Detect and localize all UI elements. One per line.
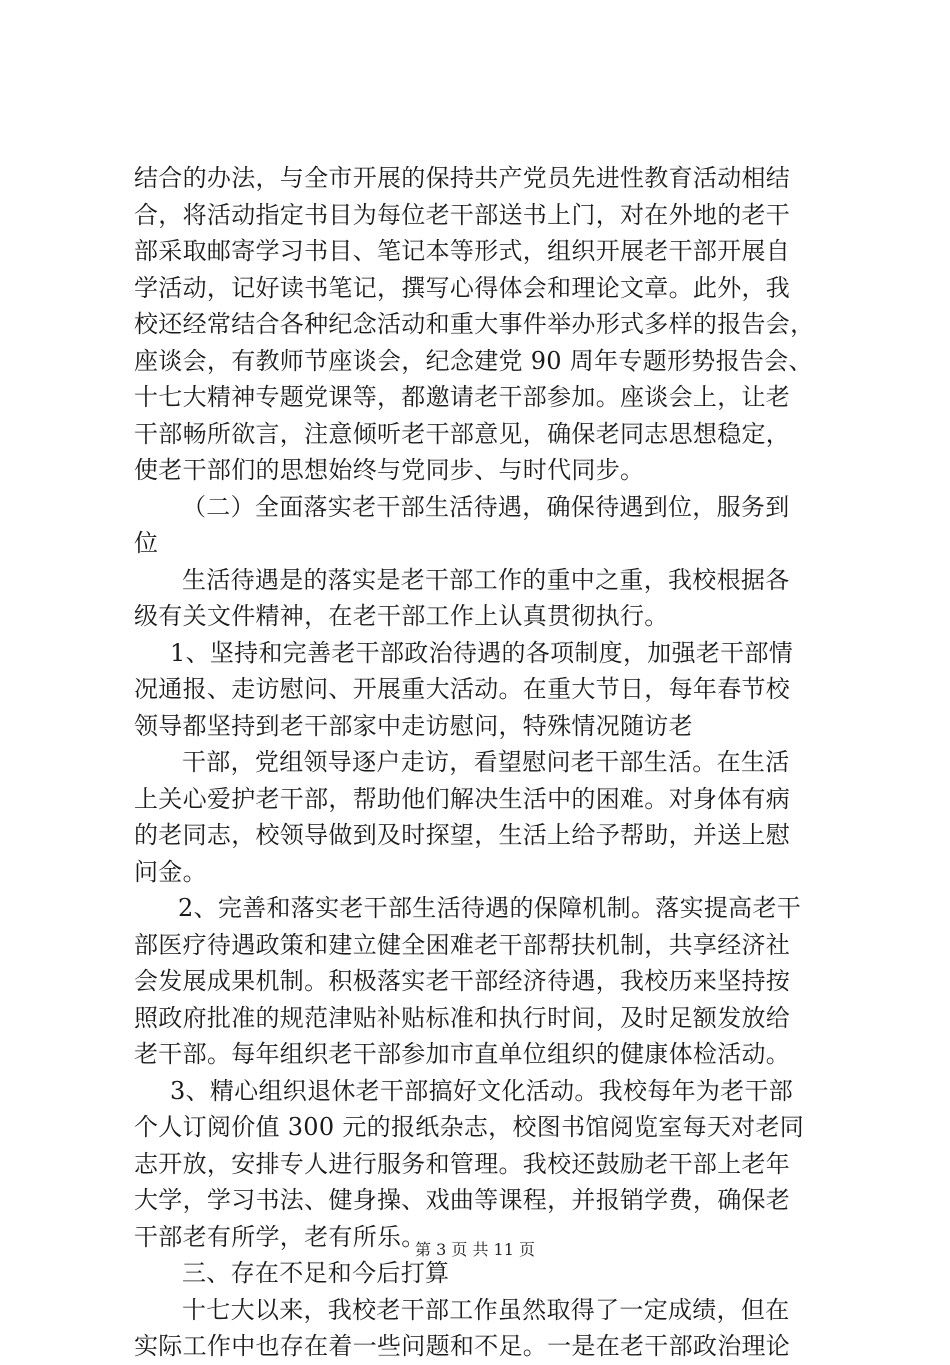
list-item-1-start: 1、坚持和完善老干部政治待遇的各项制度，加强老干部情 xyxy=(170,638,794,667)
list-item-3-start: 3、精心组织退休老干部搞好文化活动。我校每年为老干部 xyxy=(170,1076,794,1105)
text-line: 部医疗待遇政策和建立健全困难老干部帮扶机制，共享经济社 xyxy=(134,930,791,959)
text-line: 志开放，安排专人进行服务和管理。我校还鼓励老干部上老年 xyxy=(134,1149,791,1178)
text-line: 十七大精神专题党课等，都邀请老干部参加。座谈会上，让老 xyxy=(134,383,791,411)
text-line: 级有关文件精神，在老干部工作上认真贯彻执行。 xyxy=(134,602,669,630)
text-line: 部采取邮寄学习书目、笔记本等形式，组织开展老干部开展自 xyxy=(134,237,791,265)
text-line: 座谈会，有教师节座谈会，纪念建党 90 周年专题形势报告会、 xyxy=(134,346,813,375)
text-line: 老干部。每年组织老干部参加市直单位组织的健康体检活动。 xyxy=(134,1040,791,1068)
text-line: 实际工作中也存在着一些问题和不足。一是在老干部政治理论 xyxy=(134,1332,791,1360)
text-line: 上关心爱护老干部，帮助他们解决生活中的困难。对身体有病 xyxy=(134,784,791,813)
text-line: 领导都坚持到老干部家中走访慰问，特殊情况随访老 xyxy=(134,711,693,740)
text-line: 的老同志，校领导做到及时探望，生活上给予帮助，并送上慰 xyxy=(134,821,791,849)
text-line: 大学，学习书法、健身操、戏曲等课程，并报销学费，确保老 xyxy=(134,1186,791,1214)
section-heading: 三、存在不足和今后打算 xyxy=(182,1259,450,1287)
text-line: 干部，党组领导逐户走访，看望慰问老干部生活。在生活 xyxy=(182,748,790,776)
text-line: 况通报、走访慰问、开展重大活动。在重大节日，每年春节校 xyxy=(134,675,791,703)
text-line: 干部畅所欲言，注意倾听老干部意见，确保老同志思想稳定， xyxy=(134,419,791,448)
section-heading: （二）全面落实老干部生活待遇，确保待遇到位，服务到 xyxy=(182,492,790,521)
text-line: 使老干部们的思想始终与党同步、与时代同步。 xyxy=(134,456,645,484)
document-body xyxy=(134,160,834,1365)
text-line: 合，将活动指定书目为每位老干部送书上门，对在外地的老干 xyxy=(134,200,791,229)
text-line: 照政府批准的规范津贴补贴标准和执行时间，及时足额发放给 xyxy=(134,1003,791,1032)
text-line: 个人订阅价值 300 元的报纸杂志，校图书馆阅览室每天对老同 xyxy=(134,1113,805,1141)
text-line: 十七大以来，我校老干部工作虽然取得了一定成绩，但在 xyxy=(182,1295,790,1324)
text-line: 校还经常结合各种纪念活动和重大事件举办形式多样的报告会， xyxy=(134,310,815,338)
text-line: 结合的办法，与全市开展的保持共产党员先进性教育活动相结 xyxy=(134,164,791,192)
text-line: 干部老有所学，老有所乐。 xyxy=(134,1222,426,1251)
page-number-footer: 第 3 页 共 11 页 xyxy=(415,1240,535,1259)
text-line: 问金。 xyxy=(134,857,207,886)
section-heading-continued: 位 xyxy=(134,529,159,557)
text-line: 学活动，记好读书笔记，撰写心得体会和理论文章。此外，我 xyxy=(134,273,791,302)
text-line: 生活待遇是的落实是老干部工作的重中之重，我校根据各 xyxy=(182,565,790,594)
text-line: 会发展成果机制。积极落实老干部经济待遇，我校历来坚持按 xyxy=(134,967,791,995)
list-item-2-start: 2、完善和落实老干部生活待遇的保障机制。落实提高老干 xyxy=(178,894,802,922)
